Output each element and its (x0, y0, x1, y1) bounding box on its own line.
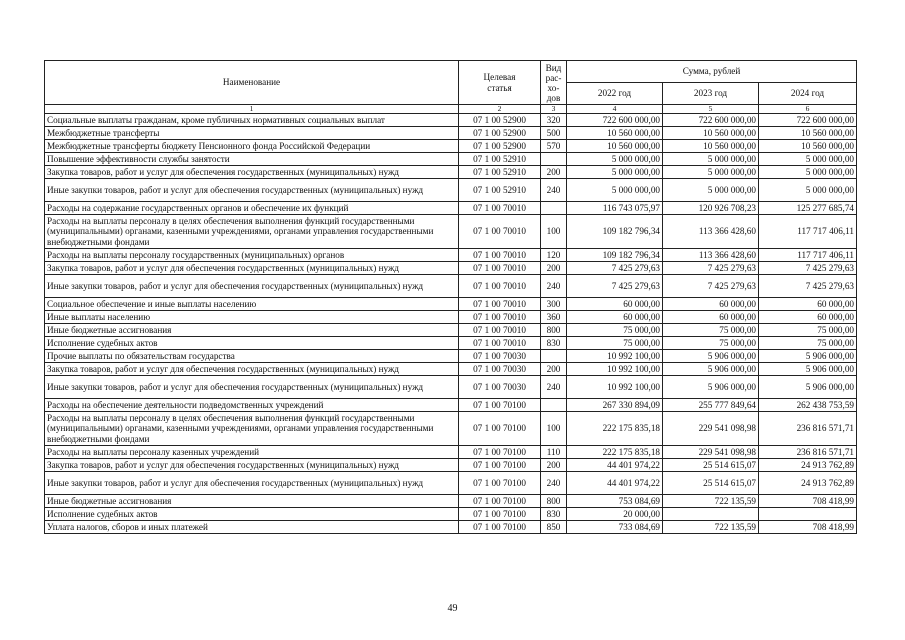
table-row (45, 324, 857, 337)
column-number-row (45, 105, 857, 114)
table-header (45, 61, 857, 114)
row-expense-type (541, 350, 567, 363)
table-row (45, 521, 857, 534)
table-row (45, 166, 857, 179)
row-sum-2024: 5 000 000,00 (759, 153, 857, 166)
row-sum-2023: 60 000,00 (663, 298, 759, 311)
row-name: Закупка товаров, работ и услуг для обеспечения государственных (муниципальных) нужд (45, 262, 459, 275)
row-target-article: 07 1 00 70100 (459, 521, 541, 534)
row-name: Иные бюджетные ассигнования (45, 324, 459, 337)
table-body (45, 114, 857, 534)
budget-table (44, 60, 857, 534)
header-target-article: Целевая статья (459, 61, 541, 105)
row-expense-type: 360 (541, 311, 567, 324)
row-sum-2022: 7 425 279,63 (567, 275, 663, 298)
row-name: Расходы на содержание государственных органов и обеспечение их функций (45, 202, 459, 215)
row-sum-2024 (759, 508, 857, 521)
row-sum-2022: 60 000,00 (567, 298, 663, 311)
row-target-article: 07 1 00 70100 (459, 446, 541, 459)
row-sum-2023: 5 000 000,00 (663, 179, 759, 202)
row-target-article: 07 1 00 70100 (459, 508, 541, 521)
row-sum-2023: 7 425 279,63 (663, 262, 759, 275)
row-sum-2022: 109 182 796,34 (567, 249, 663, 262)
row-name: Расходы на выплаты персоналу в целях обеспечения выполнения функций государственными (муниципальными) органами, казенными учреждениями, органами управления государственными внебюджетными фондами (45, 215, 459, 249)
table-row (45, 114, 857, 127)
row-sum-2024: 24 913 762,89 (759, 472, 857, 495)
table-row (45, 202, 857, 215)
table-row (45, 179, 857, 202)
row-sum-2022: 10 560 000,00 (567, 140, 663, 153)
row-sum-2023: 5 906 000,00 (663, 376, 759, 399)
row-sum-2023: 10 560 000,00 (663, 127, 759, 140)
table-row (45, 140, 857, 153)
row-expense-type: 830 (541, 337, 567, 350)
row-target-article: 07 1 00 70010 (459, 337, 541, 350)
row-name: Расходы на выплаты персоналу казенных учреждений (45, 446, 459, 459)
row-sum-2024: 722 600 000,00 (759, 114, 857, 127)
row-sum-2024: 60 000,00 (759, 311, 857, 324)
row-sum-2023: 722 135,59 (663, 521, 759, 534)
row-sum-2023: 75 000,00 (663, 324, 759, 337)
row-name: Социальное обеспечение и иные выплаты населению (45, 298, 459, 311)
row-sum-2024: 60 000,00 (759, 298, 857, 311)
row-target-article: 07 1 00 70030 (459, 363, 541, 376)
row-expense-type: 240 (541, 179, 567, 202)
row-name: Иные закупки товаров, работ и услуг для обеспечения государственных (муниципальных) нужд (45, 179, 459, 202)
row-target-article: 07 1 00 70030 (459, 376, 541, 399)
table-row (45, 508, 857, 521)
row-name: Социальные выплаты гражданам, кроме публичных нормативных социальных выплат (45, 114, 459, 127)
row-sum-2024: 5 000 000,00 (759, 179, 857, 202)
row-name: Иные бюджетные ассигнования (45, 495, 459, 508)
row-sum-2024: 24 913 762,89 (759, 459, 857, 472)
row-name: Уплата налогов, сборов и иных платежей (45, 521, 459, 534)
column-number: 2 (459, 105, 541, 114)
table-row (45, 350, 857, 363)
row-expense-type: 200 (541, 459, 567, 472)
row-name: Расходы на выплаты персоналу государственных (муниципальных) органов (45, 249, 459, 262)
row-name: Иные выплаты населению (45, 311, 459, 324)
row-target-article: 07 1 00 52900 (459, 127, 541, 140)
row-sum-2024: 7 425 279,63 (759, 262, 857, 275)
row-target-article: 07 1 00 70100 (459, 412, 541, 446)
header-expense-type-line: Вид (545, 62, 562, 73)
row-expense-type: 500 (541, 127, 567, 140)
row-sum-2022: 20 000,00 (567, 508, 663, 521)
row-sum-2022: 722 600 000,00 (567, 114, 663, 127)
row-sum-2023: 113 366 428,60 (663, 249, 759, 262)
row-name: Исполнение судебных актов (45, 508, 459, 521)
row-name: Закупка товаров, работ и услуг для обеспечения государственных (муниципальных) нужд (45, 166, 459, 179)
row-target-article: 07 1 00 70010 (459, 202, 541, 215)
row-sum-2022: 5 000 000,00 (567, 166, 663, 179)
row-sum-2022: 10 992 100,00 (567, 376, 663, 399)
header-name: Наименование (45, 61, 459, 105)
row-sum-2024: 75 000,00 (759, 337, 857, 350)
row-sum-2024: 10 560 000,00 (759, 127, 857, 140)
row-sum-2022: 75 000,00 (567, 337, 663, 350)
row-name: Повышение эффективности службы занятости (45, 153, 459, 166)
table-row (45, 472, 857, 495)
row-expense-type: 240 (541, 472, 567, 495)
row-sum-2023: 5 000 000,00 (663, 166, 759, 179)
row-sum-2022: 7 425 279,63 (567, 262, 663, 275)
row-sum-2024: 5 906 000,00 (759, 376, 857, 399)
column-number: 4 (567, 105, 663, 114)
row-sum-2022: 267 330 894,09 (567, 399, 663, 412)
row-target-article: 07 1 00 70100 (459, 399, 541, 412)
row-sum-2024: 117 717 406,11 (759, 249, 857, 262)
table-row (45, 363, 857, 376)
row-sum-2024: 708 418,99 (759, 521, 857, 534)
table-row (45, 459, 857, 472)
row-target-article: 07 1 00 70100 (459, 495, 541, 508)
header-year-2023: 2023 год (663, 83, 759, 105)
row-sum-2022: 753 084,69 (567, 495, 663, 508)
row-sum-2024: 236 816 571,71 (759, 446, 857, 459)
row-target-article: 07 1 00 70010 (459, 215, 541, 249)
header-year-2024: 2024 год (759, 83, 857, 105)
table-row (45, 376, 857, 399)
header-expense-type (541, 61, 567, 105)
row-sum-2023: 7 425 279,63 (663, 275, 759, 298)
row-sum-2024: 708 418,99 (759, 495, 857, 508)
row-expense-type (541, 202, 567, 215)
row-expense-type: 100 (541, 412, 567, 446)
row-sum-2023: 5 906 000,00 (663, 350, 759, 363)
row-name: Закупка товаров, работ и услуг для обеспечения государственных (муниципальных) нужд (45, 363, 459, 376)
header-expense-type-line: рас- (545, 72, 562, 83)
row-name: Иные закупки товаров, работ и услуг для обеспечения государственных (муниципальных) нужд (45, 376, 459, 399)
header-year-2022: 2022 год (567, 83, 663, 105)
row-sum-2022: 10 992 100,00 (567, 350, 663, 363)
column-number: 5 (663, 105, 759, 114)
table-row (45, 311, 857, 324)
row-expense-type: 240 (541, 376, 567, 399)
row-sum-2022: 10 560 000,00 (567, 127, 663, 140)
row-sum-2022: 222 175 835,18 (567, 446, 663, 459)
row-sum-2022: 75 000,00 (567, 324, 663, 337)
row-target-article: 07 1 00 52910 (459, 153, 541, 166)
table-row (45, 215, 857, 249)
row-target-article: 07 1 00 52910 (459, 166, 541, 179)
table-row (45, 275, 857, 298)
row-target-article: 07 1 00 52900 (459, 140, 541, 153)
row-target-article: 07 1 00 70100 (459, 459, 541, 472)
row-sum-2024: 7 425 279,63 (759, 275, 857, 298)
row-sum-2022: 116 743 075,97 (567, 202, 663, 215)
row-expense-type: 240 (541, 275, 567, 298)
row-name: Исполнение судебных актов (45, 337, 459, 350)
header-expense-type-line: дов (546, 92, 561, 103)
row-sum-2024: 117 717 406,11 (759, 215, 857, 249)
row-sum-2022: 60 000,00 (567, 311, 663, 324)
row-sum-2023: 25 514 615,07 (663, 472, 759, 495)
row-expense-type: 300 (541, 298, 567, 311)
row-sum-2023: 229 541 098,98 (663, 412, 759, 446)
table-row (45, 399, 857, 412)
header-sum: Сумма, рублей (567, 61, 857, 83)
row-name: Межбюджетные трансферты бюджету Пенсионного фонда Российской Федерации (45, 140, 459, 153)
row-sum-2022: 109 182 796,34 (567, 215, 663, 249)
row-expense-type (541, 399, 567, 412)
row-sum-2022: 44 401 974,22 (567, 472, 663, 495)
row-name: Прочие выплаты по обязательствам государства (45, 350, 459, 363)
row-sum-2023: 60 000,00 (663, 311, 759, 324)
row-expense-type (541, 153, 567, 166)
table-row (45, 262, 857, 275)
row-expense-type: 830 (541, 508, 567, 521)
table-row (45, 337, 857, 350)
row-sum-2023: 120 926 708,23 (663, 202, 759, 215)
table-row (45, 153, 857, 166)
table-row (45, 495, 857, 508)
row-target-article: 07 1 00 70010 (459, 324, 541, 337)
row-expense-type: 850 (541, 521, 567, 534)
table-row (45, 127, 857, 140)
row-name: Иные закупки товаров, работ и услуг для обеспечения государственных (муниципальных) нужд (45, 472, 459, 495)
row-sum-2023: 229 541 098,98 (663, 446, 759, 459)
row-name: Закупка товаров, работ и услуг для обеспечения государственных (муниципальных) нужд (45, 459, 459, 472)
row-name: Межбюджетные трансферты (45, 127, 459, 140)
row-sum-2024: 5 906 000,00 (759, 363, 857, 376)
column-number: 3 (541, 105, 567, 114)
header-expense-type-line: хо- (547, 82, 560, 93)
row-sum-2024: 125 277 685,74 (759, 202, 857, 215)
row-sum-2024: 10 560 000,00 (759, 140, 857, 153)
row-target-article: 07 1 00 70010 (459, 298, 541, 311)
row-name: Расходы на обеспечение деятельности подведомственных учреждений (45, 399, 459, 412)
table-row (45, 446, 857, 459)
row-sum-2023: 5 906 000,00 (663, 363, 759, 376)
row-sum-2023: 113 366 428,60 (663, 215, 759, 249)
table-row (45, 249, 857, 262)
row-target-article: 07 1 00 70010 (459, 249, 541, 262)
row-sum-2024: 5 000 000,00 (759, 166, 857, 179)
row-target-article: 07 1 00 70010 (459, 262, 541, 275)
row-target-article: 07 1 00 70010 (459, 275, 541, 298)
row-sum-2023: 75 000,00 (663, 337, 759, 350)
row-expense-type: 800 (541, 495, 567, 508)
row-sum-2022: 5 000 000,00 (567, 153, 663, 166)
row-sum-2023 (663, 508, 759, 521)
row-target-article: 07 1 00 70030 (459, 350, 541, 363)
row-expense-type: 570 (541, 140, 567, 153)
row-expense-type: 200 (541, 262, 567, 275)
row-target-article: 07 1 00 52910 (459, 179, 541, 202)
row-sum-2024: 5 906 000,00 (759, 350, 857, 363)
row-expense-type: 120 (541, 249, 567, 262)
row-sum-2022: 5 000 000,00 (567, 179, 663, 202)
row-target-article: 07 1 00 52900 (459, 114, 541, 127)
row-sum-2023: 722 600 000,00 (663, 114, 759, 127)
row-sum-2023: 722 135,59 (663, 495, 759, 508)
column-number: 1 (45, 105, 459, 114)
row-expense-type: 110 (541, 446, 567, 459)
row-expense-type: 200 (541, 166, 567, 179)
row-name: Иные закупки товаров, работ и услуг для обеспечения государственных (муниципальных) нужд (45, 275, 459, 298)
table-row (45, 412, 857, 446)
row-target-article: 07 1 00 70100 (459, 472, 541, 495)
row-expense-type: 800 (541, 324, 567, 337)
row-target-article: 07 1 00 70010 (459, 311, 541, 324)
row-sum-2022: 222 175 835,18 (567, 412, 663, 446)
row-sum-2023: 25 514 615,07 (663, 459, 759, 472)
row-sum-2022: 44 401 974,22 (567, 459, 663, 472)
column-number: 6 (759, 105, 857, 114)
row-expense-type: 100 (541, 215, 567, 249)
row-sum-2022: 10 992 100,00 (567, 363, 663, 376)
row-name: Расходы на выплаты персоналу в целях обеспечения выполнения функций государственными (муниципальными) органами, казенными учреждениями, органами управления государственными внебюджетными фондами (45, 412, 459, 446)
page-number: 49 (447, 603, 458, 614)
row-sum-2024: 262 438 753,59 (759, 399, 857, 412)
table-row (45, 298, 857, 311)
row-sum-2022: 733 084,69 (567, 521, 663, 534)
row-sum-2024: 75 000,00 (759, 324, 857, 337)
row-sum-2023: 255 777 849,64 (663, 399, 759, 412)
row-expense-type: 200 (541, 363, 567, 376)
row-sum-2023: 5 000 000,00 (663, 153, 759, 166)
row-sum-2024: 236 816 571,71 (759, 412, 857, 446)
row-sum-2023: 10 560 000,00 (663, 140, 759, 153)
row-expense-type: 320 (541, 114, 567, 127)
